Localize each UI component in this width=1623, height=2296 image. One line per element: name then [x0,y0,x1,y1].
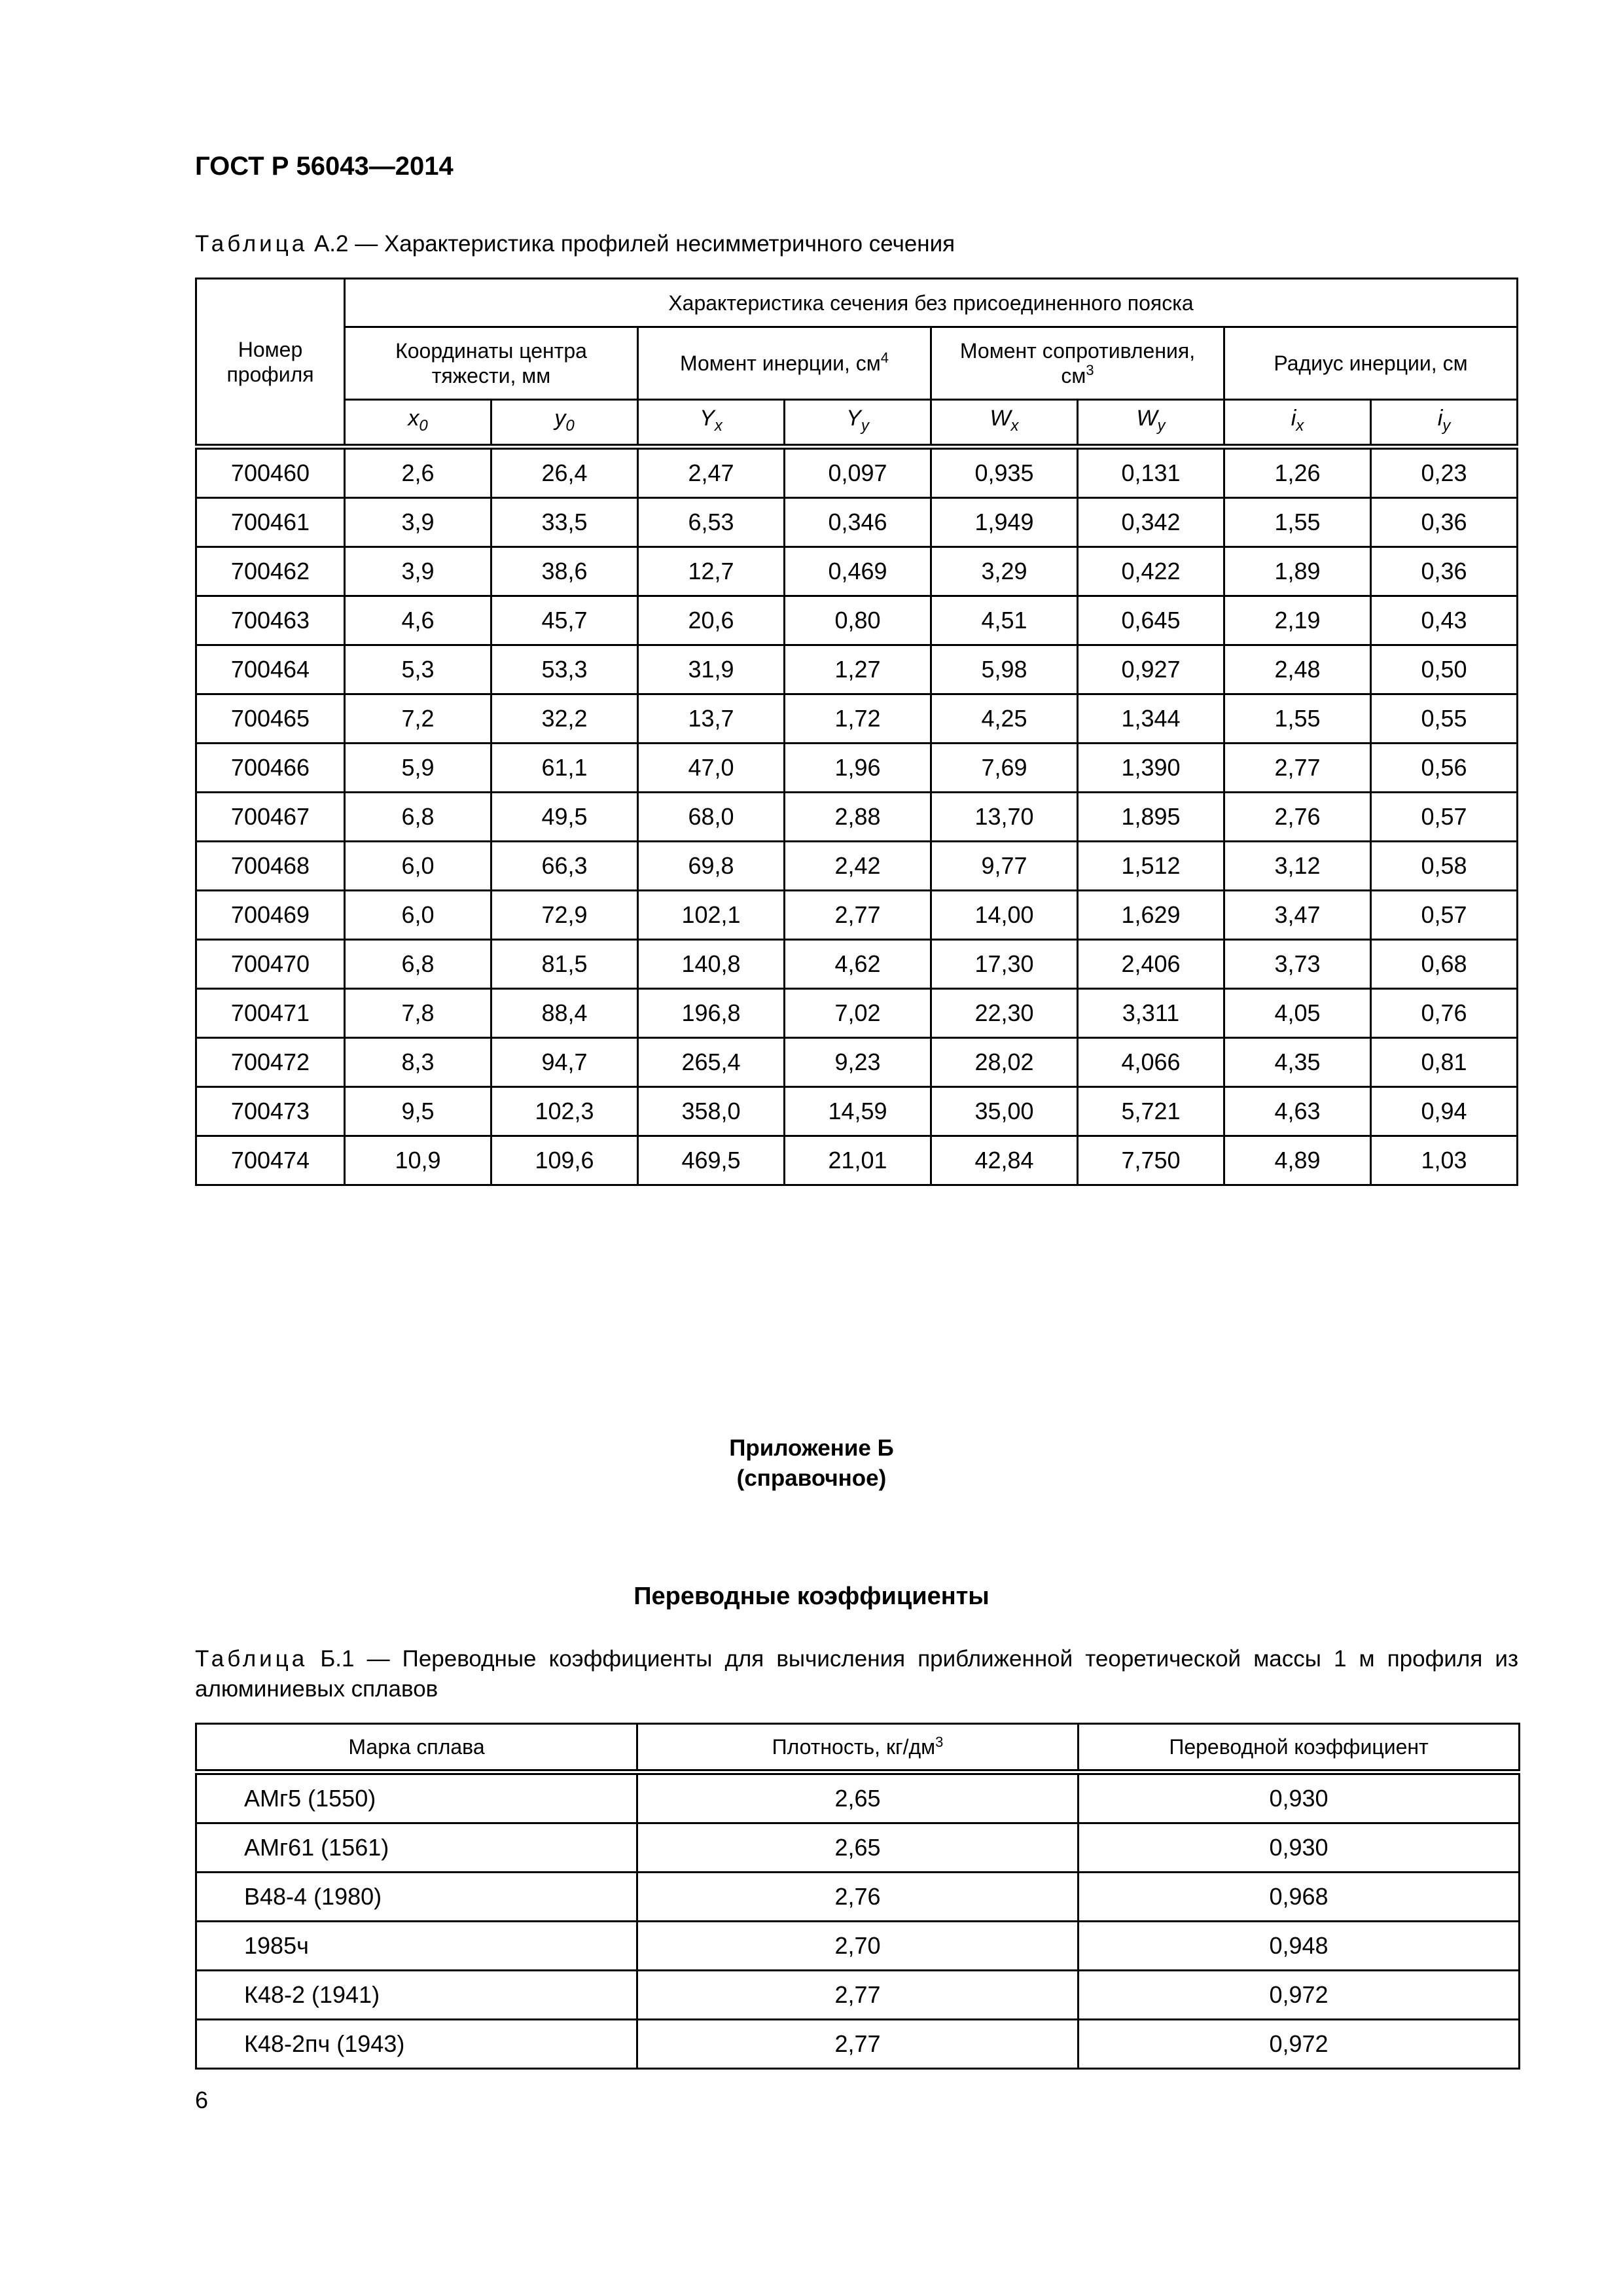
profile-number-cell: 700467 [196,793,345,842]
group-label: Радиус инерции, см [1274,351,1468,375]
value-cell: 0,36 [1371,547,1518,596]
value-cell: 33,5 [491,498,638,547]
value-cell: 9,77 [931,842,1078,891]
value-cell: 1,512 [1078,842,1224,891]
value-cell: 109,6 [491,1136,638,1185]
table-row [196,793,1518,842]
value-cell: 0,43 [1371,596,1518,645]
value-cell: 0,55 [1371,694,1518,744]
table-row [196,1087,1518,1136]
alloy-cell: АМг5 (1550) [196,1772,637,1823]
header-density-label: Плотность, кг/дм [772,1734,936,1759]
table-row [196,1823,1520,1873]
table-a2-caption [195,229,955,259]
value-cell: 14,00 [931,891,1078,940]
value-cell: 4,35 [1224,1038,1371,1087]
value-cell: 38,6 [491,547,638,596]
profile-number-cell: 700466 [196,744,345,793]
header-density [637,1724,1079,1772]
symbol: i [1291,406,1296,431]
symbol: Y [846,406,861,431]
subscript: y [1442,416,1451,435]
value-cell: 196,8 [638,989,785,1038]
value-cell: 0,346 [785,498,931,547]
caption-text: Б.1 — Переводные коэффициенты для вычисления приближенной теоретической массы 1 м профиля из алюминиевых сплавов [195,1646,1518,1702]
header-profile-number: Номер профиля [196,279,345,447]
value-cell: 7,8 [345,989,491,1038]
value-cell: 28,02 [931,1038,1078,1087]
header-subcol [1224,400,1371,447]
group-label: Координаты центра тяжести, мм [395,339,587,387]
value-cell: 0,097 [785,447,931,498]
value-cell: 0,36 [1371,498,1518,547]
value-cell: 1,55 [1224,694,1371,744]
value-cell: 1,629 [1078,891,1224,940]
value-cell: 69,8 [638,842,785,891]
value-cell: 2,6 [345,447,491,498]
value-cell: 13,7 [638,694,785,744]
table-row [196,1922,1520,1971]
value-cell: 3,12 [1224,842,1371,891]
value-cell: 3,73 [1224,940,1371,989]
value-cell: 7,750 [1078,1136,1224,1185]
value-cell: 5,3 [345,645,491,694]
density-cell: 2,77 [637,2020,1079,2069]
profile-number-cell: 700474 [196,1136,345,1185]
value-cell: 0,57 [1371,793,1518,842]
profile-number-cell: 700464 [196,645,345,694]
subscript: x [714,416,722,435]
value-cell: 10,9 [345,1136,491,1185]
value-cell: 7,69 [931,744,1078,793]
alloy-cell: В48-4 (1980) [196,1873,637,1922]
table-a2 [195,278,1518,1186]
symbol: W [990,406,1011,431]
density-cell: 2,70 [637,1922,1079,1971]
table-row [196,498,1518,547]
value-cell: 0,94 [1371,1087,1518,1136]
value-cell: 2,19 [1224,596,1371,645]
alloy-cell: К48-2пч (1943) [196,2020,637,2069]
table-row [196,744,1518,793]
profile-number-cell: 700471 [196,989,345,1038]
superscript: 4 [880,350,889,366]
subscript: x [1296,416,1304,435]
section-title: Переводные коэффициенты [633,1583,990,1610]
value-cell: 6,8 [345,940,491,989]
header-subcol [931,400,1078,447]
table-row [196,940,1518,989]
value-cell: 61,1 [491,744,638,793]
value-cell: 3,9 [345,498,491,547]
value-cell: 4,25 [931,694,1078,744]
density-cell: 2,77 [637,1971,1079,2020]
table-row [196,2020,1520,2069]
value-cell: 265,4 [638,1038,785,1087]
alloy-cell: К48-2 (1941) [196,1971,637,2020]
table-b1-caption [195,1644,1518,1704]
profile-number-cell: 700470 [196,940,345,989]
value-cell: 4,05 [1224,989,1371,1038]
coefficient-cell: 0,972 [1079,2020,1520,2069]
value-cell: 1,390 [1078,744,1224,793]
value-cell: 4,066 [1078,1038,1224,1087]
table-row [196,645,1518,694]
value-cell: 4,51 [931,596,1078,645]
value-cell: 3,311 [1078,989,1224,1038]
value-cell: 53,3 [491,645,638,694]
symbol: i [1437,406,1443,431]
value-cell: 358,0 [638,1087,785,1136]
value-cell: 0,68 [1371,940,1518,989]
value-cell: 469,5 [638,1136,785,1185]
value-cell: 42,84 [931,1136,1078,1185]
value-cell: 4,62 [785,940,931,989]
alloy-cell: 1985ч [196,1922,637,1971]
header-subcol [785,400,931,447]
value-cell: 0,23 [1371,447,1518,498]
table-row [196,891,1518,940]
coefficient-cell: 0,968 [1079,1873,1520,1922]
header-coefficient: Переводной коэффициент [1079,1724,1520,1772]
appendix-title: Приложение Б [729,1435,894,1461]
subscript: 0 [565,416,575,435]
value-cell: 1,96 [785,744,931,793]
value-cell: 4,63 [1224,1087,1371,1136]
table-row [196,447,1518,498]
value-cell: 1,72 [785,694,931,744]
subscript: y [1157,416,1166,435]
symbol: x [408,406,419,431]
group-label: Момент сопротивления, см [959,339,1196,387]
value-cell: 3,47 [1224,891,1371,940]
header-group-col [638,327,931,400]
value-cell: 1,949 [931,498,1078,547]
value-cell: 2,42 [785,842,931,891]
value-cell: 22,30 [931,989,1078,1038]
value-cell: 0,935 [931,447,1078,498]
value-cell: 2,76 [1224,793,1371,842]
superscript: 3 [1086,362,1094,378]
value-cell: 0,81 [1371,1038,1518,1087]
value-cell: 102,1 [638,891,785,940]
caption-prefix: Таблица [195,1646,308,1672]
value-cell: 2,77 [785,891,931,940]
value-cell: 5,98 [931,645,1078,694]
value-cell: 26,4 [491,447,638,498]
value-cell: 0,469 [785,547,931,596]
value-cell: 2,88 [785,793,931,842]
table-row [196,842,1518,891]
value-cell: 0,342 [1078,498,1224,547]
value-cell: 0,56 [1371,744,1518,793]
group-label: Момент инерции, см [679,351,881,375]
value-cell: 1,344 [1078,694,1224,744]
density-cell: 2,65 [637,1823,1079,1873]
value-cell: 1,03 [1371,1136,1518,1185]
subscript: 0 [419,416,428,435]
value-cell: 4,6 [345,596,491,645]
value-cell: 88,4 [491,989,638,1038]
value-cell: 2,77 [1224,744,1371,793]
value-cell: 17,30 [931,940,1078,989]
value-cell: 0,80 [785,596,931,645]
profile-number-cell: 700461 [196,498,345,547]
value-cell: 5,9 [345,744,491,793]
header-group-col [931,327,1224,400]
value-cell: 1,895 [1078,793,1224,842]
value-cell: 14,59 [785,1087,931,1136]
value-cell: 9,5 [345,1087,491,1136]
header-alloy: Марка сплава [196,1724,637,1772]
value-cell: 7,02 [785,989,931,1038]
value-cell: 12,7 [638,547,785,596]
profile-number-cell: 700465 [196,694,345,744]
value-cell: 9,23 [785,1038,931,1087]
coefficient-cell: 0,972 [1079,1971,1520,2020]
header-subcol [638,400,785,447]
header-subcol [345,400,491,447]
value-cell: 4,89 [1224,1136,1371,1185]
table-row [196,547,1518,596]
table-row [196,694,1518,744]
value-cell: 0,76 [1371,989,1518,1038]
table-row [196,1971,1520,2020]
value-cell: 5,721 [1078,1087,1224,1136]
header-group-col [1224,327,1518,400]
value-cell: 0,58 [1371,842,1518,891]
value-cell: 6,0 [345,842,491,891]
superscript: 3 [935,1733,944,1750]
value-cell: 2,406 [1078,940,1224,989]
table-row [196,1136,1518,1185]
header-group-col [345,327,638,400]
value-cell: 66,3 [491,842,638,891]
header-subcol [1078,400,1224,447]
value-cell: 0,131 [1078,447,1224,498]
table-row [196,1772,1520,1823]
header-subcol [491,400,638,447]
profile-number-cell: 700473 [196,1087,345,1136]
value-cell: 13,70 [931,793,1078,842]
value-cell: 140,8 [638,940,785,989]
value-cell: 21,01 [785,1136,931,1185]
value-cell: 2,48 [1224,645,1371,694]
value-cell: 32,2 [491,694,638,744]
value-cell: 102,3 [491,1087,638,1136]
value-cell: 6,8 [345,793,491,842]
value-cell: 2,47 [638,447,785,498]
table-row [196,1038,1518,1087]
value-cell: 35,00 [931,1087,1078,1136]
profile-number-cell: 700460 [196,447,345,498]
profile-number-cell: 700469 [196,891,345,940]
value-cell: 0,422 [1078,547,1224,596]
value-cell: 3,29 [931,547,1078,596]
value-cell: 94,7 [491,1038,638,1087]
alloy-cell: АМг61 (1561) [196,1823,637,1873]
value-cell: 81,5 [491,940,638,989]
profile-number-cell: 700472 [196,1038,345,1087]
symbol: Y [700,406,715,431]
value-cell: 31,9 [638,645,785,694]
value-cell: 8,3 [345,1038,491,1087]
value-cell: 1,27 [785,645,931,694]
value-cell: 47,0 [638,744,785,793]
value-cell: 0,57 [1371,891,1518,940]
subscript: x [1010,416,1019,435]
coefficient-cell: 0,930 [1079,1823,1520,1873]
coefficient-cell: 0,948 [1079,1922,1520,1971]
value-cell: 3,9 [345,547,491,596]
subscript: y [861,416,869,435]
profile-number-cell: 700463 [196,596,345,645]
symbol: y [554,406,566,431]
value-cell: 68,0 [638,793,785,842]
header-group: Характеристика сечения без присоединенного пояска [345,279,1518,327]
value-cell: 1,26 [1224,447,1371,498]
value-cell: 0,645 [1078,596,1224,645]
symbol: W [1136,406,1158,431]
value-cell: 0,927 [1078,645,1224,694]
document-header: ГОСТ Р 56043—2014 [195,152,454,181]
value-cell: 6,0 [345,891,491,940]
value-cell: 1,89 [1224,547,1371,596]
header-subcol [1371,400,1518,447]
caption-text: А.2 — Характеристика профилей несимметричного сечения [308,231,955,257]
appendix-subtitle: (справочное) [736,1465,887,1491]
value-cell: 7,2 [345,694,491,744]
value-cell: 6,53 [638,498,785,547]
coefficient-cell: 0,930 [1079,1772,1520,1823]
value-cell: 72,9 [491,891,638,940]
value-cell: 49,5 [491,793,638,842]
value-cell: 45,7 [491,596,638,645]
table-b1 [195,1723,1520,2070]
density-cell: 2,65 [637,1772,1079,1823]
value-cell: 0,50 [1371,645,1518,694]
table-row [196,989,1518,1038]
value-cell: 1,55 [1224,498,1371,547]
page-number: 6 [195,2087,209,2113]
caption-prefix: Таблица [195,231,308,257]
table-row [196,1873,1520,1922]
table-row [196,596,1518,645]
profile-number-cell: 700468 [196,842,345,891]
profile-number-cell: 700462 [196,547,345,596]
density-cell: 2,76 [637,1873,1079,1922]
value-cell: 20,6 [638,596,785,645]
